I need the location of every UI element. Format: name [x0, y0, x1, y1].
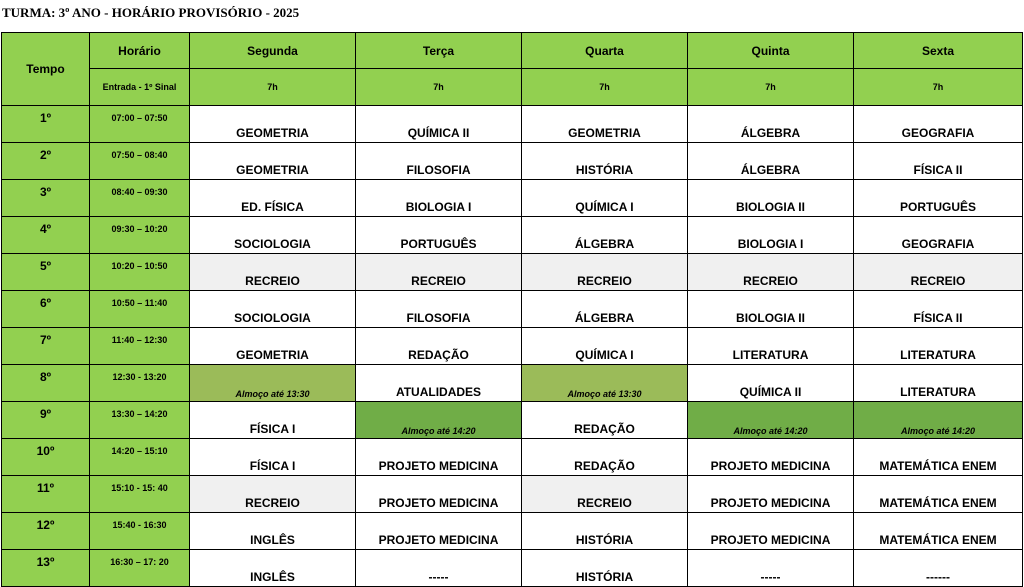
subject-cell: ÁLGEBRA	[688, 106, 854, 143]
subject-cell: FÍSICA II	[854, 143, 1023, 180]
subject-cell: INGLÊS	[190, 513, 356, 550]
tempo-cell: 6º	[2, 291, 90, 328]
subject-cell: ÁLGEBRA	[522, 291, 688, 328]
start-time: 7h	[522, 69, 688, 106]
tempo-cell: 7º	[2, 328, 90, 365]
table-row	[2, 180, 1023, 217]
time-cell: 07:50 – 08:40	[90, 143, 190, 180]
subject-cell: FILOSOFIA	[356, 143, 522, 180]
subject-cell: BIOLOGIA II	[688, 180, 854, 217]
subject-cell: ÁLGEBRA	[522, 217, 688, 254]
subject-cell: REDAÇÃO	[522, 439, 688, 476]
tempo-cell: 2º	[2, 143, 90, 180]
subject-cell: -----	[688, 550, 854, 587]
header-day: Terça	[356, 33, 522, 69]
time-cell: 15:40 - 16:30	[90, 513, 190, 550]
subject-cell: SOCIOLOGIA	[190, 291, 356, 328]
time-cell: 11:40 – 12:30	[90, 328, 190, 365]
table-row	[2, 254, 1023, 291]
subject-cell: GEOMETRIA	[522, 106, 688, 143]
subject-cell: LITERATURA	[854, 365, 1023, 402]
subject-cell: FILOSOFIA	[356, 291, 522, 328]
tempo-cell: 1º	[2, 106, 90, 143]
subject-cell: QUÍMICA I	[522, 180, 688, 217]
tempo-cell: 8º	[2, 365, 90, 402]
subject-cell: FÍSICA II	[854, 291, 1023, 328]
subject-cell: PORTUGUÊS	[356, 217, 522, 254]
tempo-cell: 9º	[2, 402, 90, 439]
subheader-row	[2, 69, 1023, 106]
subject-cell: INGLÊS	[190, 550, 356, 587]
subject-cell: FÍSICA I	[190, 439, 356, 476]
subject-cell: BIOLOGIA II	[688, 291, 854, 328]
lunch-cell: Almoço até 14:20	[854, 402, 1023, 439]
break-cell: RECREIO	[356, 254, 522, 291]
schedule-table	[1, 32, 1023, 587]
subject-cell: ÁLGEBRA	[688, 143, 854, 180]
break-cell: RECREIO	[688, 254, 854, 291]
subject-cell: LITERATURA	[854, 328, 1023, 365]
table-row	[2, 365, 1023, 402]
start-time: 7h	[356, 69, 522, 106]
start-time: 7h	[688, 69, 854, 106]
table-row	[2, 143, 1023, 180]
table-row	[2, 476, 1023, 513]
break-cell: RECREIO	[190, 476, 356, 513]
break-cell: RECREIO	[522, 476, 688, 513]
subject-cell: LITERATURA	[688, 328, 854, 365]
header-horario: Horário	[90, 33, 190, 69]
subject-cell: QUÍMICA II	[688, 365, 854, 402]
break-cell: RECREIO	[522, 254, 688, 291]
lunch-cell: Almoço até 14:20	[688, 402, 854, 439]
break-cell: RECREIO	[854, 254, 1023, 291]
time-cell: 12:30 - 13:20	[90, 365, 190, 402]
tempo-cell: 5º	[2, 254, 90, 291]
header-day: Quarta	[522, 33, 688, 69]
time-cell: 15:10 - 15: 40	[90, 476, 190, 513]
subject-cell: FÍSICA I	[190, 402, 356, 439]
subject-cell: ED. FÍSICA	[190, 180, 356, 217]
subject-cell: -----	[356, 550, 522, 587]
subject-cell: BIOLOGIA I	[688, 217, 854, 254]
subject-cell: MATEMÁTICA ENEM	[854, 476, 1023, 513]
subject-cell: GEOMETRIA	[190, 328, 356, 365]
table-row	[2, 217, 1023, 254]
subject-cell: PROJETO MEDICINA	[356, 513, 522, 550]
lunch-cell: Almoço até 13:30	[522, 365, 688, 402]
subject-cell: BIOLOGIA I	[356, 180, 522, 217]
subject-cell: MATEMÁTICA ENEM	[854, 439, 1023, 476]
break-cell: RECREIO	[190, 254, 356, 291]
time-cell: 08:40 – 09:30	[90, 180, 190, 217]
subject-cell: ATUALIDADES	[356, 365, 522, 402]
table-row	[2, 291, 1023, 328]
subject-cell: GEOGRAFIA	[854, 106, 1023, 143]
tempo-cell: 4º	[2, 217, 90, 254]
tempo-cell: 11º	[2, 476, 90, 513]
subject-cell: GEOGRAFIA	[854, 217, 1023, 254]
tempo-cell: 12º	[2, 513, 90, 550]
time-cell: 07:00 – 07:50	[90, 106, 190, 143]
subject-cell: QUÍMICA II	[356, 106, 522, 143]
table-row	[2, 550, 1023, 587]
subject-cell: GEOMETRIA	[190, 106, 356, 143]
subject-cell: PROJETO MEDICINA	[356, 439, 522, 476]
subject-cell: PROJETO MEDICINA	[356, 476, 522, 513]
lunch-cell: Almoço até 14:20	[356, 402, 522, 439]
table-row	[2, 439, 1023, 476]
tempo-cell: 10º	[2, 439, 90, 476]
subject-cell: HISTÓRIA	[522, 513, 688, 550]
start-time: 7h	[854, 69, 1023, 106]
tempo-cell: 3º	[2, 180, 90, 217]
subject-cell: GEOMETRIA	[190, 143, 356, 180]
subject-cell: ------	[854, 550, 1023, 587]
page-title: TURMA: 3º ANO - HORÁRIO PROVISÓRIO - 2025	[2, 5, 300, 20]
subject-cell: PROJETO MEDICINA	[688, 513, 854, 550]
time-cell: 10:20 – 10:50	[90, 254, 190, 291]
header-day: Segunda	[190, 33, 356, 69]
time-cell: 10:50 – 11:40	[90, 291, 190, 328]
subject-cell: REDAÇÃO	[356, 328, 522, 365]
subject-cell: REDAÇÃO	[522, 402, 688, 439]
time-cell: 13:30 – 14:20	[90, 402, 190, 439]
subject-cell: HISTÓRIA	[522, 550, 688, 587]
subject-cell: PROJETO MEDICINA	[688, 439, 854, 476]
start-time: 7h	[190, 69, 356, 106]
table-row	[2, 513, 1023, 550]
subject-cell: PROJETO MEDICINA	[688, 476, 854, 513]
header-day: Sexta	[854, 33, 1023, 69]
subject-cell: QUÍMICA I	[522, 328, 688, 365]
subject-cell: PORTUGUÊS	[854, 180, 1023, 217]
table-row	[2, 402, 1023, 439]
time-cell: 16:30 – 17: 20	[90, 550, 190, 587]
header-row	[2, 33, 1023, 69]
header-entrada: Entrada - 1º Sinal	[90, 69, 190, 106]
lunch-cell: Almoço até 13:30	[190, 365, 356, 402]
time-cell: 09:30 – 10:20	[90, 217, 190, 254]
subject-cell: MATEMÁTICA ENEM	[854, 513, 1023, 550]
subject-cell: SOCIOLOGIA	[190, 217, 356, 254]
tempo-cell: 13º	[2, 550, 90, 587]
subject-cell: HISTÓRIA	[522, 143, 688, 180]
table-row	[2, 106, 1023, 143]
header-day: Quinta	[688, 33, 854, 69]
table-row	[2, 328, 1023, 365]
time-cell: 14:20 – 15:10	[90, 439, 190, 476]
header-tempo: Tempo	[2, 33, 90, 106]
